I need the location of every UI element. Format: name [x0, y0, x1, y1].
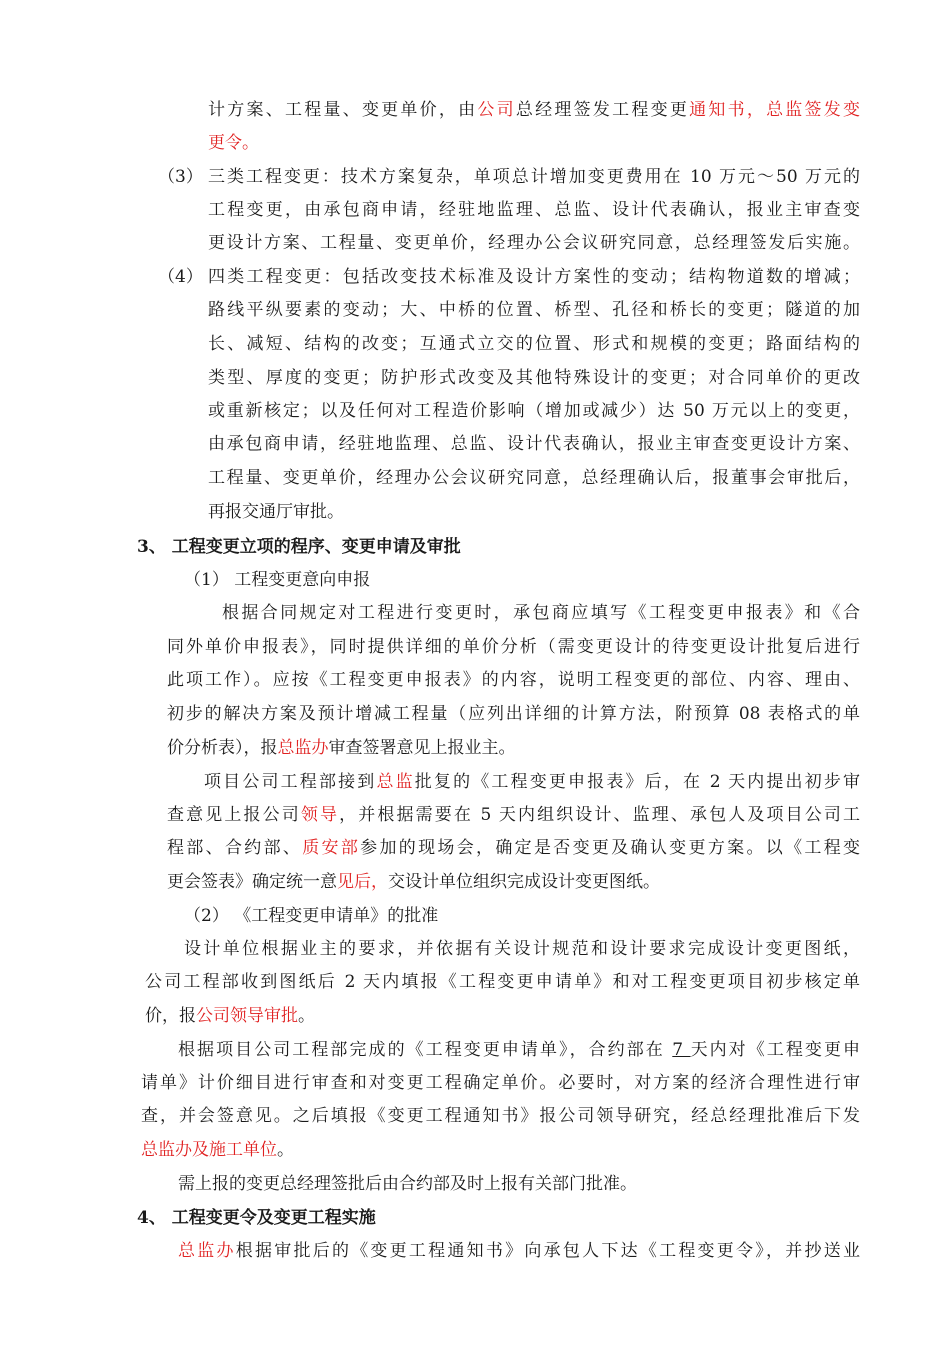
text-line: 此项工作）。应按《工程变更申报表》的内容，说明工程变更的部位、内容、理由、 — [167, 670, 860, 690]
text-line: 设计单位根据业主的要求，并依据有关设计规范和设计要求完成设计变更图纸， — [184, 939, 860, 959]
text-line: 三类工程变更：技术方案复杂，单项总计增加变更费用在 10 万元～50 万元的 — [208, 167, 860, 187]
text-line: 更会签表》确定统一意见后，交设计单位组织完成设计变更图纸。 — [167, 872, 660, 892]
text-line: 由承包商申请，经驻地监理、总监、设计代表确认，报业主审查变更设计方案、 — [208, 434, 860, 454]
text-line: 工程量、变更单价，经理办公会议研究同意，总经理确认后，报董事会审批后， — [208, 468, 860, 488]
text-line: 总监办根据审批后的《变更工程通知书》向承包人下达《工程变更令》，并抄送业 — [178, 1241, 861, 1261]
text-line: 路线平纵要素的变动；大、中桥的位置、桥型、孔径和桥长的变更；隧道的加 — [208, 300, 860, 320]
text-line: 或重新核定；以及任何对工程造价影响（增加或减少）达 50 万元以上的变更， — [208, 401, 860, 421]
text-line: 总监办及施工单位。 — [141, 1140, 294, 1160]
text-line: 根据合同规定对工程进行变更时，承包商应填写《工程变更申报表》和《合 — [222, 603, 860, 623]
text-line: 公司工程部收到图纸后 2 天内填报《工程变更申请单》和对工程变更项目初步核定单 — [145, 972, 860, 992]
section-heading: 3、 工程变更立项的程序、变更申请及审批 — [137, 537, 461, 557]
list-number: （4） — [158, 267, 203, 287]
subsection-heading: （2） 《工程变更申请单》的批准 — [184, 906, 439, 926]
list-number: （3） — [158, 167, 203, 187]
text-line: 工程变更，由承包商申请，经驻地监理、总监、设计代表确认，报业主审查变 — [208, 200, 860, 220]
text-line: 请单》计价细目进行审查和对变更工程确定单价。必要时，对方案的经济合理性进行审 — [141, 1073, 860, 1093]
text-line: 需上报的变更总经理签批后由合约部及时上报有关部门批准。 — [178, 1174, 637, 1194]
text-line: 价，报公司领导审批。 — [145, 1006, 315, 1026]
text-line: 价分析表），报总监办审查签署意见上报业主。 — [167, 738, 516, 758]
text-line: 长、减短、结构的改变；互通式立交的位置、形式和规模的变更；路面结构的 — [208, 334, 860, 354]
text-line: 四类工程变更：包括改变技术标准及设计方案性的变动；结构物道数的增减； — [208, 267, 860, 287]
text-line: 类型、厚度的变更；防护形式改变及其他特殊设计的变更；对合同单价的更改 — [208, 368, 860, 388]
text-line: 再报交通厅审批。 — [208, 502, 344, 522]
text-line: 查，并会签意见。之后填报《变更工程通知书》报公司领导研究，经总经理批准后下发 — [141, 1106, 860, 1126]
text-line: 查意见上报公司领导，并根据需要在 5 天内组织设计、监理、承包人及项目公司工 — [167, 805, 861, 825]
text-line: 根据项目公司工程部完成的《工程变更申请单》，合约部在 7 天内对《工程变更申 — [178, 1040, 860, 1060]
text-line: 同外单价申报表》，同时提供详细的单价分析（需变更设计的待变更设计批复后进行 — [167, 637, 860, 657]
text-line: 程部、合约部、质安部参加的现场会，确定是否变更及确认变更方案。以《工程变 — [167, 838, 861, 858]
text-line: 更设计方案、工程量、变更单价，经理办公会议研究同意，总经理签发后实施。 — [208, 233, 860, 253]
text-line: 更令。 — [208, 133, 259, 153]
subsection-heading: （1） 工程变更意向申报 — [184, 570, 371, 590]
text-line: 计方案、工程量、变更单价，由公司总经理签发工程变更通知书，总监签发变 — [208, 100, 861, 120]
text-line: 项目公司工程部接到总监批复的《工程变更申报表》后，在 2 天内提出初步审 — [204, 772, 861, 792]
section-heading: 4、 工程变更令及变更工程实施 — [137, 1208, 376, 1228]
text-line: 初步的解决方案及预计增减工程量（应列出详细的计算方法，附预算 08 表格式的单 — [167, 704, 860, 724]
